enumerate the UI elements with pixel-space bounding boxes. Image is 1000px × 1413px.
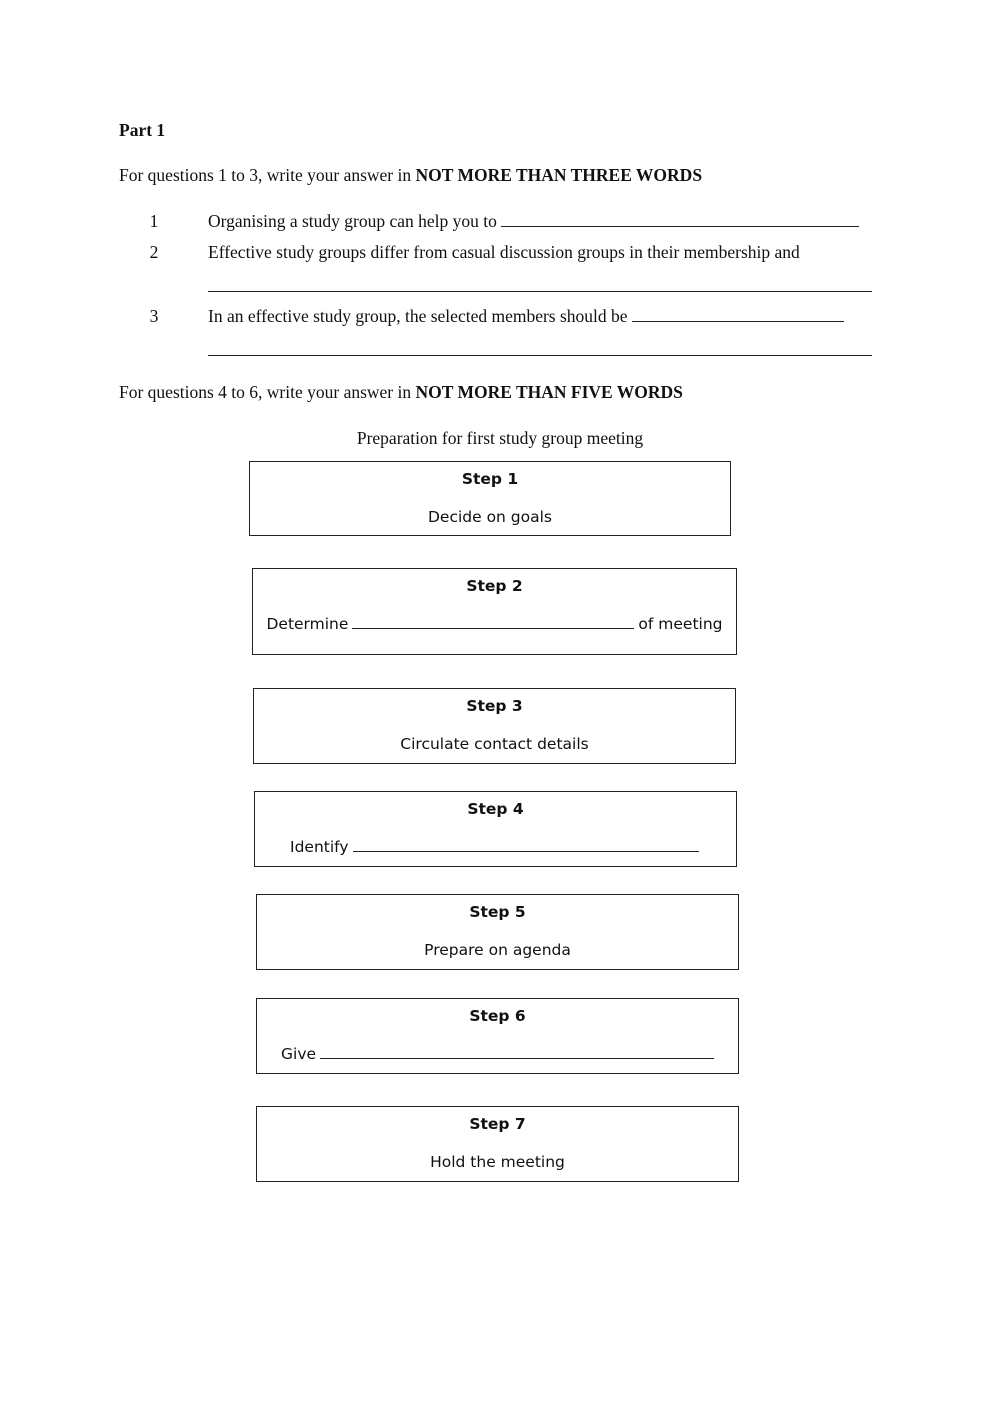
step-5-title: Step 5	[469, 903, 526, 921]
question-2-answer-blank[interactable]	[208, 291, 872, 292]
question-3	[208, 306, 844, 327]
flowchart-caption: Preparation for first study group meeting	[356, 428, 644, 448]
step-1-box	[249, 461, 731, 536]
step-6-prefix: Give	[281, 1045, 317, 1063]
step-2-box	[252, 568, 737, 655]
question-1-number: 1	[149, 211, 159, 231]
step-4-answer-blank[interactable]	[353, 850, 699, 852]
question-3-text: In an effective study group, the selected members should be	[208, 306, 628, 326]
step-2-title: Step 2	[466, 577, 523, 595]
question-2-number: 2	[149, 242, 159, 262]
step-6-box	[256, 998, 739, 1074]
step-5-box	[256, 894, 739, 970]
step-4-prefix: Identify	[290, 838, 349, 856]
part-title: Part 1	[119, 120, 166, 140]
instruction-q1-3-bold: NOT MORE THAN THREE WORDS	[415, 165, 703, 185]
step-4-line	[290, 838, 703, 856]
step-6-line	[281, 1045, 718, 1063]
step-2-suffix: of meeting	[638, 615, 723, 633]
step-7-box	[256, 1106, 739, 1182]
instruction-q4-6-bold: NOT MORE THAN FIVE WORDS	[415, 382, 683, 402]
step-7-text: Hold the meeting	[430, 1153, 565, 1171]
step-4-title: Step 4	[467, 800, 524, 818]
instruction-q1-3	[119, 165, 702, 186]
instruction-q4-6	[119, 382, 683, 403]
step-7-title: Step 7	[469, 1115, 526, 1133]
question-2-text: Effective study groups differ from casual discussion groups in their membership and	[208, 242, 800, 262]
step-2-line	[253, 615, 736, 633]
instruction-q4-6-prefix: For questions 4 to 6, write your answer in	[119, 382, 416, 402]
step-3-box	[253, 688, 736, 764]
question-3-number: 3	[149, 306, 159, 326]
question-3-answer-blank-b[interactable]	[208, 355, 872, 356]
step-6-title: Step 6	[469, 1007, 526, 1025]
step-3-text: Circulate contact details	[400, 735, 589, 753]
step-1-text: Decide on goals	[427, 508, 553, 526]
step-2-answer-blank[interactable]	[352, 627, 634, 629]
question-1-text: Organising a study group can help you to	[208, 211, 497, 231]
step-6-answer-blank[interactable]	[320, 1057, 714, 1059]
question-1	[208, 211, 859, 232]
step-4-box	[254, 791, 737, 867]
question-1-answer-blank[interactable]	[501, 225, 859, 227]
question-3-answer-blank-a[interactable]	[632, 320, 844, 322]
step-2-prefix: Determine	[266, 615, 349, 633]
step-1-title: Step 1	[461, 470, 519, 488]
step-5-text: Prepare on agenda	[424, 941, 571, 959]
step-3-title: Step 3	[466, 697, 523, 715]
instruction-q1-3-prefix: For questions 1 to 3, write your answer in	[119, 165, 416, 185]
